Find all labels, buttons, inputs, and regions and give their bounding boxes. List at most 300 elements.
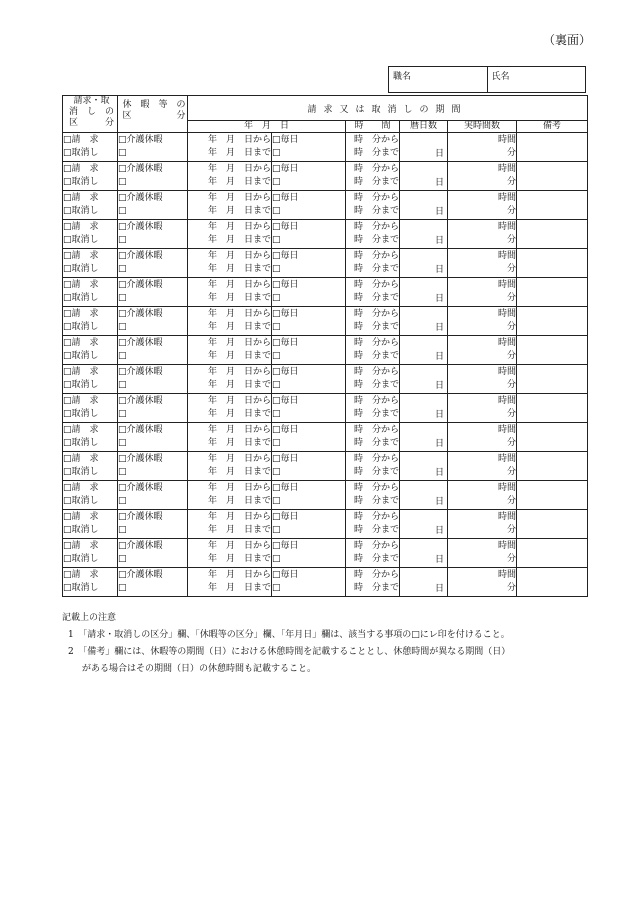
daily-cell[interactable] xyxy=(272,481,346,510)
time-until: 時 分まで xyxy=(353,293,399,303)
leave-type-cell[interactable] xyxy=(118,481,188,510)
calendar-days-cell[interactable] xyxy=(400,336,448,365)
date-until: 年 月 日まで xyxy=(207,496,271,506)
request-cancel-cell[interactable] xyxy=(63,133,118,162)
daily-other-checkbox[interactable]: □ xyxy=(272,148,281,158)
daily-checkbox-label[interactable]: □毎日 xyxy=(272,135,299,145)
date-cell[interactable] xyxy=(188,365,272,394)
notes-heading: 記載上の注意 xyxy=(62,613,117,623)
actual-hours-cell[interactable] xyxy=(448,249,517,278)
request-cancel-cell[interactable] xyxy=(63,336,118,365)
date-until: 年 月 日まで xyxy=(207,293,271,303)
date-from: 年 月 日から xyxy=(207,193,271,203)
daily-checkbox-label[interactable]: □毎日 xyxy=(272,309,299,319)
date-until: 年 月 日まで xyxy=(207,322,271,332)
days-unit: 日 xyxy=(434,584,444,594)
leave-type-cell[interactable] xyxy=(118,394,188,423)
date-from: 年 月 日から xyxy=(207,251,271,261)
daily-checkbox-label[interactable]: □毎日 xyxy=(272,367,299,377)
minutes-unit: 分 xyxy=(506,235,516,245)
leave-type-cell[interactable] xyxy=(118,452,188,481)
hours-unit: 時間 xyxy=(497,425,516,435)
time-from: 時 分から xyxy=(353,396,399,406)
daily-cell[interactable] xyxy=(272,336,346,365)
request-cancel-cell[interactable] xyxy=(63,510,118,539)
time-from: 時 分から xyxy=(353,541,399,551)
remarks-cell[interactable] xyxy=(517,162,588,191)
remarks-cell[interactable] xyxy=(517,307,588,336)
other-leave-checkbox[interactable]: □ xyxy=(118,177,127,187)
care-leave-checkbox-label[interactable]: □介護休暇 xyxy=(118,454,163,464)
daily-checkbox-label[interactable]: □毎日 xyxy=(272,454,299,464)
time-cell[interactable] xyxy=(346,481,400,510)
time-until: 時 分まで xyxy=(353,177,399,187)
date-from: 年 月 日から xyxy=(207,396,271,406)
daily-cell[interactable] xyxy=(272,249,346,278)
daily-other-checkbox[interactable]: □ xyxy=(272,409,281,419)
time-cell[interactable] xyxy=(346,423,400,452)
time-cell[interactable] xyxy=(346,278,400,307)
request-cancel-cell[interactable] xyxy=(63,568,118,597)
daily-cell[interactable] xyxy=(272,307,346,336)
calendar-days-cell[interactable] xyxy=(400,539,448,568)
request-checkbox-label[interactable]: □請 求 xyxy=(63,338,99,348)
care-leave-checkbox-label[interactable]: □介護休暇 xyxy=(118,425,163,435)
time-cell[interactable] xyxy=(346,452,400,481)
cancel-checkbox-label[interactable]: □取消し xyxy=(63,380,99,390)
time-until: 時 分まで xyxy=(353,322,399,332)
request-checkbox-label[interactable]: □請 求 xyxy=(63,570,99,580)
remarks-cell[interactable] xyxy=(517,568,588,597)
name-field[interactable] xyxy=(487,67,586,92)
care-leave-checkbox-label[interactable]: □介護休暇 xyxy=(118,396,163,406)
daily-cell[interactable] xyxy=(272,220,346,249)
care-leave-checkbox-label[interactable]: □介護休暇 xyxy=(118,164,163,174)
request-cancel-cell[interactable] xyxy=(63,220,118,249)
care-leave-checkbox-label[interactable]: □介護休暇 xyxy=(118,193,163,203)
remarks-cell[interactable] xyxy=(517,452,588,481)
request-checkbox-label[interactable]: □請 求 xyxy=(63,425,99,435)
table-row xyxy=(63,394,588,423)
request-cancel-cell[interactable] xyxy=(63,365,118,394)
hours-unit: 時間 xyxy=(497,367,516,377)
time-cell[interactable] xyxy=(346,133,400,162)
hours-unit: 時間 xyxy=(497,193,516,203)
date-cell[interactable] xyxy=(188,568,272,597)
leave-type-cell[interactable] xyxy=(118,278,188,307)
daily-other-checkbox[interactable]: □ xyxy=(272,293,281,303)
date-from: 年 月 日から xyxy=(207,367,271,377)
actual-hours-cell[interactable] xyxy=(448,278,517,307)
date-until: 年 月 日まで xyxy=(207,148,271,158)
daily-checkbox-label[interactable]: □毎日 xyxy=(272,280,299,290)
request-checkbox-label[interactable]: □請 求 xyxy=(63,512,99,522)
time-cell[interactable] xyxy=(346,191,400,220)
daily-cell[interactable] xyxy=(272,278,346,307)
calendar-days-cell[interactable] xyxy=(400,510,448,539)
care-leave-checkbox-label[interactable]: □介護休暇 xyxy=(118,541,163,551)
date-until: 年 月 日まで xyxy=(207,206,271,216)
cancel-checkbox-label[interactable]: □取消し xyxy=(63,235,99,245)
date-cell[interactable] xyxy=(188,307,272,336)
cancel-checkbox-label[interactable]: □取消し xyxy=(63,554,99,564)
days-unit: 日 xyxy=(434,497,444,507)
calendar-days-cell[interactable] xyxy=(400,568,448,597)
actual-hours-cell[interactable] xyxy=(448,568,517,597)
date-cell[interactable] xyxy=(188,191,272,220)
daily-other-checkbox[interactable]: □ xyxy=(272,264,281,274)
time-cell[interactable] xyxy=(346,162,400,191)
other-leave-checkbox[interactable]: □ xyxy=(118,264,127,274)
other-leave-checkbox[interactable]: □ xyxy=(118,322,127,332)
request-cancel-cell[interactable] xyxy=(63,481,118,510)
days-unit: 日 xyxy=(434,468,444,478)
time-cell[interactable] xyxy=(346,220,400,249)
actual-hours-cell[interactable] xyxy=(448,307,517,336)
days-unit: 日 xyxy=(434,410,444,420)
daily-other-checkbox[interactable]: □ xyxy=(272,206,281,216)
time-until: 時 分まで xyxy=(353,206,399,216)
time-cell[interactable] xyxy=(346,394,400,423)
hours-unit: 時間 xyxy=(497,164,516,174)
position-field[interactable] xyxy=(389,67,487,92)
calendar-days-cell[interactable] xyxy=(400,394,448,423)
actual-hours-cell[interactable] xyxy=(448,481,517,510)
daily-checkbox-label[interactable]: □毎日 xyxy=(272,512,299,522)
time-cell[interactable] xyxy=(346,249,400,278)
date-cell[interactable] xyxy=(188,394,272,423)
cancel-checkbox-label[interactable]: □取消し xyxy=(63,293,99,303)
cancel-checkbox-label[interactable]: □取消し xyxy=(63,322,99,332)
date-cell[interactable] xyxy=(188,481,272,510)
daily-cell[interactable] xyxy=(272,365,346,394)
care-leave-checkbox-label[interactable]: □介護休暇 xyxy=(118,280,163,290)
remarks-cell[interactable] xyxy=(517,133,588,162)
cancel-checkbox-label[interactable]: □取消し xyxy=(63,525,99,535)
leave-type-cell[interactable] xyxy=(118,423,188,452)
remarks-cell[interactable] xyxy=(517,220,588,249)
other-leave-checkbox[interactable]: □ xyxy=(118,525,127,535)
notes-section xyxy=(62,610,510,678)
actual-hours-cell[interactable] xyxy=(448,191,517,220)
time-until: 時 分まで xyxy=(353,525,399,535)
request-cancel-cell[interactable] xyxy=(63,394,118,423)
daily-checkbox-label[interactable]: □毎日 xyxy=(272,483,299,493)
position-label: 職名 xyxy=(393,72,412,82)
days-unit: 日 xyxy=(434,207,444,217)
calendar-days-cell[interactable] xyxy=(400,191,448,220)
calendar-days-cell[interactable] xyxy=(400,481,448,510)
date-until: 年 月 日まで xyxy=(207,525,271,535)
hours-unit: 時間 xyxy=(497,454,516,464)
time-from: 時 分から xyxy=(353,367,399,377)
time-from: 時 分から xyxy=(353,425,399,435)
other-leave-checkbox[interactable]: □ xyxy=(118,235,127,245)
time-until: 時 分まで xyxy=(353,467,399,477)
date-cell[interactable] xyxy=(188,278,272,307)
remarks-cell[interactable] xyxy=(517,539,588,568)
hours-unit: 時間 xyxy=(497,512,516,522)
actual-hours-cell[interactable] xyxy=(448,539,517,568)
time-from: 時 分から xyxy=(353,454,399,464)
other-leave-checkbox[interactable]: □ xyxy=(118,148,127,158)
daily-checkbox-label[interactable]: □毎日 xyxy=(272,396,299,406)
leave-type-cell[interactable] xyxy=(118,307,188,336)
request-checkbox-label[interactable]: □請 求 xyxy=(63,367,99,377)
date-cell[interactable] xyxy=(188,539,272,568)
leave-request-table xyxy=(62,95,588,597)
care-leave-checkbox-label[interactable]: □介護休暇 xyxy=(118,570,163,580)
minutes-unit: 分 xyxy=(506,467,516,477)
daily-cell[interactable] xyxy=(272,423,346,452)
remarks-cell[interactable] xyxy=(517,191,588,220)
date-until: 年 月 日まで xyxy=(207,438,271,448)
daily-other-checkbox[interactable]: □ xyxy=(272,467,281,477)
time-until: 時 分まで xyxy=(353,409,399,419)
daily-cell[interactable] xyxy=(272,162,346,191)
other-leave-checkbox[interactable]: □ xyxy=(118,351,127,361)
daily-checkbox-label[interactable]: □毎日 xyxy=(272,222,299,232)
actual-hours-cell[interactable] xyxy=(448,336,517,365)
actual-hours-cell[interactable] xyxy=(448,452,517,481)
daily-other-checkbox[interactable]: □ xyxy=(272,525,281,535)
minutes-unit: 分 xyxy=(506,496,516,506)
time-cell[interactable] xyxy=(346,336,400,365)
care-leave-checkbox-label[interactable]: □介護休暇 xyxy=(118,135,163,145)
other-leave-checkbox[interactable]: □ xyxy=(118,496,127,506)
request-cancel-cell[interactable] xyxy=(63,191,118,220)
care-leave-checkbox-label[interactable]: □介護休暇 xyxy=(118,483,163,493)
cancel-checkbox-label[interactable]: □取消し xyxy=(63,409,99,419)
care-leave-checkbox-label[interactable]: □介護休暇 xyxy=(118,512,163,522)
date-until: 年 月 日まで xyxy=(207,264,271,274)
request-cancel-cell[interactable] xyxy=(63,278,118,307)
request-checkbox-label[interactable]: □請 求 xyxy=(63,541,99,551)
leave-type-cell[interactable] xyxy=(118,510,188,539)
daily-cell[interactable] xyxy=(272,510,346,539)
request-checkbox-label[interactable]: □請 求 xyxy=(63,483,99,493)
minutes-unit: 分 xyxy=(506,322,516,332)
date-cell[interactable] xyxy=(188,336,272,365)
care-leave-checkbox-label[interactable]: □介護休暇 xyxy=(118,309,163,319)
daily-other-checkbox[interactable]: □ xyxy=(272,177,281,187)
time-from: 時 分から xyxy=(353,280,399,290)
calendar-days-cell[interactable] xyxy=(400,278,448,307)
date-cell[interactable] xyxy=(188,220,272,249)
leave-type-cell[interactable] xyxy=(118,365,188,394)
daily-other-checkbox[interactable]: □ xyxy=(272,322,281,332)
remarks-cell[interactable] xyxy=(517,423,588,452)
calendar-days-cell[interactable] xyxy=(400,133,448,162)
daily-checkbox-label[interactable]: □毎日 xyxy=(272,164,299,174)
note-item-2-line-1: 2 「備考」欄には、休暇等の期間（日）における休憩時間を記載することとし、休憩時間が異なる期間（日） xyxy=(68,647,511,657)
daily-other-checkbox[interactable]: □ xyxy=(272,496,281,506)
remarks-cell[interactable] xyxy=(517,394,588,423)
days-unit: 日 xyxy=(434,149,444,159)
request-cancel-cell[interactable] xyxy=(63,452,118,481)
time-until: 時 分まで xyxy=(353,380,399,390)
calendar-days-cell[interactable] xyxy=(400,249,448,278)
leave-type-cell[interactable] xyxy=(118,133,188,162)
other-leave-checkbox[interactable]: □ xyxy=(118,409,127,419)
daily-checkbox-label[interactable]: □毎日 xyxy=(272,193,299,203)
table-row xyxy=(63,133,588,162)
daily-checkbox-label[interactable]: □毎日 xyxy=(272,425,299,435)
request-checkbox-label[interactable]: □請 求 xyxy=(63,222,99,232)
time-from: 時 分から xyxy=(353,135,399,145)
date-cell[interactable] xyxy=(188,249,272,278)
other-leave-checkbox[interactable]: □ xyxy=(118,438,127,448)
calendar-days-cell[interactable] xyxy=(400,452,448,481)
date-from: 年 月 日から xyxy=(207,222,271,232)
time-from: 時 分から xyxy=(353,309,399,319)
daily-checkbox-label[interactable]: □毎日 xyxy=(272,338,299,348)
date-from: 年 月 日から xyxy=(207,483,271,493)
calendar-days-cell[interactable] xyxy=(400,307,448,336)
cancel-checkbox-label[interactable]: □取消し xyxy=(63,496,99,506)
time-cell[interactable] xyxy=(346,510,400,539)
date-cell[interactable] xyxy=(188,423,272,452)
leave-type-cell[interactable] xyxy=(118,220,188,249)
leave-type-cell[interactable] xyxy=(118,539,188,568)
date-cell[interactable] xyxy=(188,452,272,481)
request-cancel-cell[interactable] xyxy=(63,539,118,568)
days-unit: 日 xyxy=(434,323,444,333)
request-checkbox-label[interactable]: □請 求 xyxy=(63,251,99,261)
leave-type-cell[interactable] xyxy=(118,249,188,278)
header-date: 年 月 日 xyxy=(188,121,346,133)
time-from: 時 分から xyxy=(353,251,399,261)
other-leave-checkbox[interactable]: □ xyxy=(118,554,127,564)
header-actual-hours: 実時間数 xyxy=(448,121,517,133)
other-leave-checkbox[interactable]: □ xyxy=(118,380,127,390)
cancel-checkbox-label[interactable]: □取消し xyxy=(63,583,99,593)
days-unit: 日 xyxy=(434,265,444,275)
signature-box xyxy=(388,66,586,93)
daily-cell[interactable] xyxy=(272,133,346,162)
daily-cell[interactable] xyxy=(272,568,346,597)
remarks-cell[interactable] xyxy=(517,510,588,539)
actual-hours-cell[interactable] xyxy=(448,220,517,249)
request-checkbox-label[interactable]: □請 求 xyxy=(63,135,99,145)
remarks-cell[interactable] xyxy=(517,336,588,365)
daily-other-checkbox[interactable]: □ xyxy=(272,583,281,593)
care-leave-checkbox-label[interactable]: □介護休暇 xyxy=(118,222,163,232)
cancel-checkbox-label[interactable]: □取消し xyxy=(63,206,99,216)
date-cell[interactable] xyxy=(188,510,272,539)
time-until: 時 分まで xyxy=(353,496,399,506)
request-cancel-cell[interactable] xyxy=(63,162,118,191)
cancel-checkbox-label[interactable]: □取消し xyxy=(63,467,99,477)
cancel-checkbox-label[interactable]: □取消し xyxy=(63,148,99,158)
leave-type-cell[interactable] xyxy=(118,568,188,597)
request-cancel-cell[interactable] xyxy=(63,249,118,278)
daily-checkbox-label[interactable]: □毎日 xyxy=(272,541,299,551)
daily-other-checkbox[interactable]: □ xyxy=(272,554,281,564)
cancel-checkbox-label[interactable]: □取消し xyxy=(63,438,99,448)
time-cell[interactable] xyxy=(346,568,400,597)
daily-other-checkbox[interactable]: □ xyxy=(272,438,281,448)
daily-cell[interactable] xyxy=(272,452,346,481)
request-cancel-cell[interactable] xyxy=(63,307,118,336)
actual-hours-cell[interactable] xyxy=(448,365,517,394)
leave-type-cell[interactable] xyxy=(118,162,188,191)
date-until: 年 月 日まで xyxy=(207,177,271,187)
other-leave-checkbox[interactable]: □ xyxy=(118,467,127,477)
request-checkbox-label[interactable]: □請 求 xyxy=(63,454,99,464)
request-checkbox-label[interactable]: □請 求 xyxy=(63,280,99,290)
actual-hours-cell[interactable] xyxy=(448,423,517,452)
other-leave-checkbox[interactable]: □ xyxy=(118,206,127,216)
remarks-cell[interactable] xyxy=(517,278,588,307)
care-leave-checkbox-label[interactable]: □介護休暇 xyxy=(118,367,163,377)
daily-checkbox-label[interactable]: □毎日 xyxy=(272,570,299,580)
cancel-checkbox-label[interactable]: □取消し xyxy=(63,351,99,361)
hours-unit: 時間 xyxy=(497,135,516,145)
calendar-days-cell[interactable] xyxy=(400,162,448,191)
request-checkbox-label[interactable]: □請 求 xyxy=(63,193,99,203)
actual-hours-cell[interactable] xyxy=(448,510,517,539)
header-leave-category: 休 暇 等 の 区 分 xyxy=(118,96,188,133)
daily-other-checkbox[interactable]: □ xyxy=(272,380,281,390)
other-leave-checkbox[interactable]: □ xyxy=(118,583,127,593)
request-checkbox-label[interactable]: □請 求 xyxy=(63,396,99,406)
actual-hours-cell[interactable] xyxy=(448,162,517,191)
time-from: 時 分から xyxy=(353,193,399,203)
time-cell[interactable] xyxy=(346,307,400,336)
time-cell[interactable] xyxy=(346,365,400,394)
daily-other-checkbox[interactable]: □ xyxy=(272,351,281,361)
actual-hours-cell[interactable] xyxy=(448,394,517,423)
cancel-checkbox-label[interactable]: □取消し xyxy=(63,177,99,187)
daily-other-checkbox[interactable]: □ xyxy=(272,235,281,245)
request-checkbox-label[interactable]: □請 求 xyxy=(63,309,99,319)
daily-cell[interactable] xyxy=(272,539,346,568)
days-unit: 日 xyxy=(434,381,444,391)
table-row xyxy=(63,452,588,481)
daily-cell[interactable] xyxy=(272,394,346,423)
minutes-unit: 分 xyxy=(506,380,516,390)
minutes-unit: 分 xyxy=(506,409,516,419)
daily-checkbox-label[interactable]: □毎日 xyxy=(272,251,299,261)
leave-type-cell[interactable] xyxy=(118,336,188,365)
other-leave-checkbox[interactable]: □ xyxy=(118,293,127,303)
minutes-unit: 分 xyxy=(506,525,516,535)
leave-type-cell[interactable] xyxy=(118,191,188,220)
care-leave-checkbox-label[interactable]: □介護休暇 xyxy=(118,338,163,348)
remarks-cell[interactable] xyxy=(517,481,588,510)
calendar-days-cell[interactable] xyxy=(400,365,448,394)
date-until: 年 月 日まで xyxy=(207,583,271,593)
request-cancel-cell[interactable] xyxy=(63,423,118,452)
hours-unit: 時間 xyxy=(497,541,516,551)
time-until: 時 分まで xyxy=(353,583,399,593)
remarks-cell[interactable] xyxy=(517,365,588,394)
actual-hours-cell[interactable] xyxy=(448,133,517,162)
cancel-checkbox-label[interactable]: □取消し xyxy=(63,264,99,274)
calendar-days-cell[interactable] xyxy=(400,220,448,249)
remarks-cell[interactable] xyxy=(517,249,588,278)
time-until: 時 分まで xyxy=(353,148,399,158)
request-checkbox-label[interactable]: □請 求 xyxy=(63,164,99,174)
date-cell[interactable] xyxy=(188,162,272,191)
days-unit: 日 xyxy=(434,526,444,536)
date-cell[interactable] xyxy=(188,133,272,162)
daily-cell[interactable] xyxy=(272,191,346,220)
care-leave-checkbox-label[interactable]: □介護休暇 xyxy=(118,251,163,261)
time-cell[interactable] xyxy=(346,539,400,568)
calendar-days-cell[interactable] xyxy=(400,423,448,452)
